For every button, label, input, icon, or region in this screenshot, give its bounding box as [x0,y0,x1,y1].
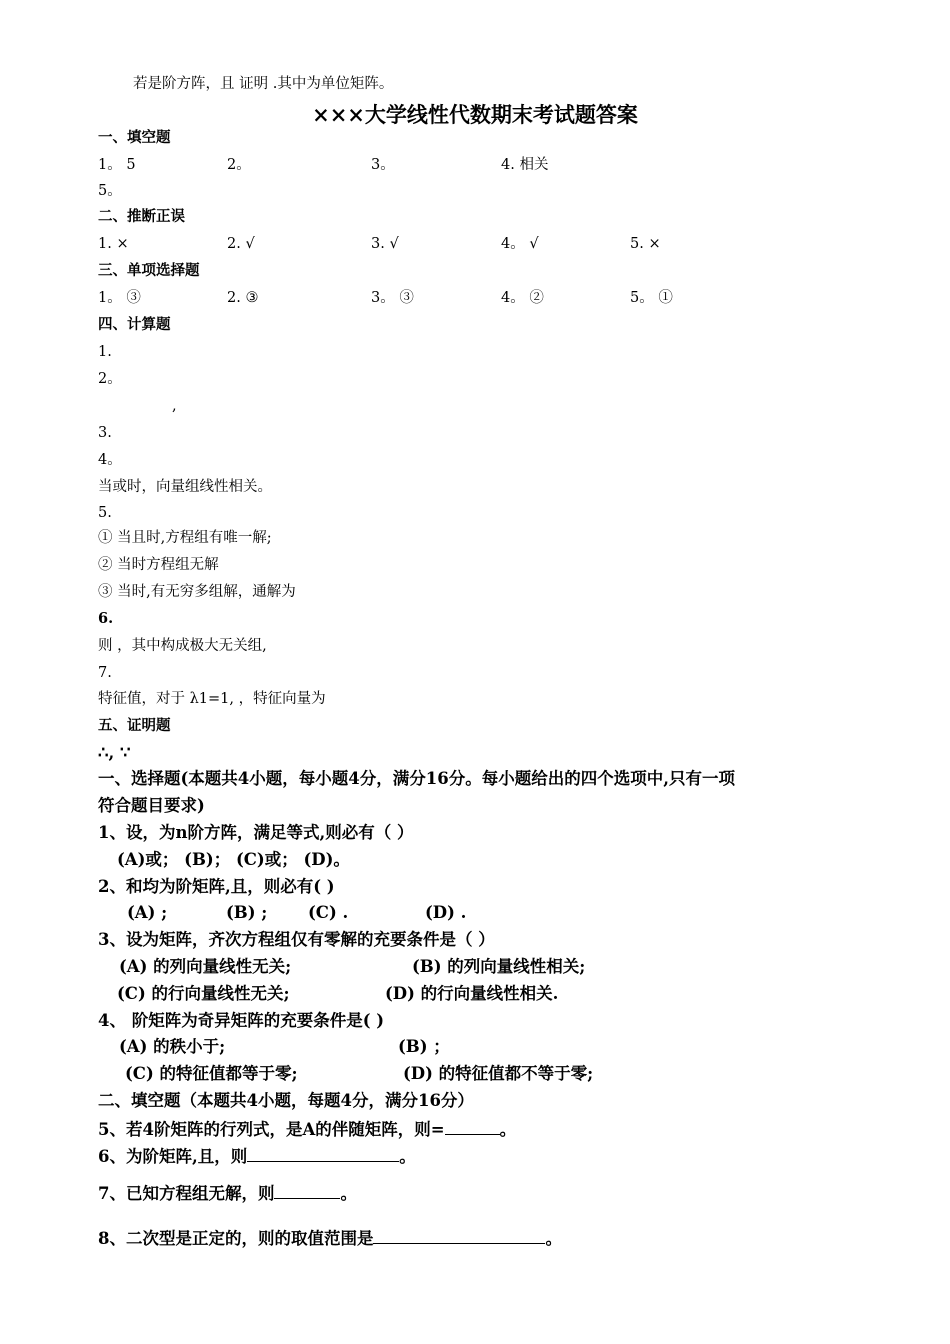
question-2-option-b: (B) ; [226,903,268,922]
calc-answer-line: 5. [98,505,112,521]
question-2-option-c: (C) . [308,903,349,922]
calc-answer-line: 则 ，其中构成极大无关组, [98,638,267,654]
calc-answer-line: 1. [98,344,112,360]
answer-2-1: 1. × [98,236,129,252]
question-4-option-b: (B) ； [398,1037,450,1056]
answer-3-2: 2. ③ [227,290,259,306]
question-8 [98,1229,562,1248]
calc-answer-line: 2。 [98,371,122,387]
question-7-end: 。 [340,1184,357,1203]
question-6-text: 6、为阶矩阵,且，则 [98,1147,248,1166]
section-fill-blank-heading: 一、填空题 [98,129,171,146]
answer-2-2: 2. √ [227,236,255,252]
question-5-text: 5、若4阶矩阵的行列式，是A的伴随矩阵，则= [98,1120,445,1139]
question-3: 3、设为矩阵，齐次方程组仅有零解的充要条件是（ ） [98,930,495,949]
answer-blank [274,1184,340,1199]
question-5 [98,1120,516,1139]
question-2: 2、和均为阶矩阵,且，则必有( ) [98,877,335,896]
section-true-false-heading: 二、推断正误 [98,208,185,225]
calc-answer-line: ③ 当时,有无穷多组解，通解为 [98,584,296,600]
question-6-end: 。 [399,1147,416,1166]
calc-answer-line: 特征值，对于 λ1=1, ，特征向量为 [98,691,326,707]
answer-3-4: 4。 ② [501,290,544,306]
question-4-option-d: (D) 的特征值都不等于零; [403,1064,594,1083]
question-4-option-a: (A) 的秩小于; [119,1037,226,1056]
question-1: 1、设，为n阶方阵，满足等式,则必有（ ） [98,823,414,842]
question-8-end: 。 [545,1229,562,1248]
question-2-option-d: (D) . [425,903,467,922]
answer-blank [445,1120,500,1135]
exam-choice-intro: 一、选择题(本题共4小题，每小题4分，满分16分。每小题给出的四个选项中,只有一项 [98,769,735,788]
answer-2-5: 5. × [630,236,661,252]
answer-1-4: 4. 相关 [501,157,549,173]
exam-choice-intro-cont: 符合题目要求) [98,796,205,815]
calc-answer-line: 7. [98,665,112,681]
section-proof-heading: 五、证明题 [98,717,171,734]
answer-1-3: 3。 [371,157,395,173]
answer-2-3: 3. √ [371,236,399,252]
answer-1-1: 1。 5 [98,157,136,173]
calc-answer-line: 6. [98,610,114,627]
answer-blank [247,1147,399,1162]
question-6 [98,1147,416,1166]
question-7 [98,1184,357,1203]
question-4-option-c: (C) 的特征值都等于零; [125,1064,298,1083]
question-1-options: (A)或； (B)； (C)或； (D)。 [117,850,350,869]
answer-1-5: 5。 [98,183,122,199]
page-title: ×××大学线性代数期末考试题答案 [312,102,638,127]
question-4: 4、 阶矩阵为奇异矩阵的充要条件是( ) [98,1011,385,1030]
question-5-end: 。 [499,1120,517,1139]
calc-answer-line: , [172,398,177,414]
calc-answer-line: 当或时，向量组线性相关。 [98,479,272,495]
question-3-option-a: (A) 的列向量线性无关; [119,957,292,976]
question-8-text: 8、二次型是正定的，则的取值范围是 [98,1229,374,1248]
section-calculation-heading: 四、计算题 [98,316,171,333]
answer-1-2: 2。 [227,157,251,173]
answer-2-4: 4。 √ [501,236,539,252]
section-single-choice-heading: 三、单项选择题 [98,262,200,279]
proof-line: ∴, ∵ [98,743,131,762]
question-2-option-a: (A) ; [127,903,168,922]
question-3-option-c: (C) 的行向量线性无关; [117,984,290,1003]
answer-3-5: 5。 ① [630,290,673,306]
question-3-option-b: (B) 的列向量线性相关; [412,957,586,976]
answer-blank [373,1229,545,1244]
question-3-option-d: (D) 的行向量线性相关. [385,984,559,1003]
calc-answer-line: 4。 [98,452,122,468]
intro-proof-statement: 若是阶方阵，且 证明 .其中为单位矩阵。 [133,76,394,92]
calc-answer-line: ② 当时方程组无解 [98,557,219,573]
calc-answer-line: 3. [98,425,112,441]
calc-answer-line: ① 当且时,方程组有唯一解; [98,530,272,546]
exam-fill-blank-intro: 二、填空题（本题共4小题，每题4分，满分16分） [98,1091,474,1110]
answer-3-3: 3。 ③ [371,290,414,306]
answer-3-1: 1。 ③ [98,290,141,306]
question-7-text: 7、已知方程组无解，则 [98,1184,275,1203]
